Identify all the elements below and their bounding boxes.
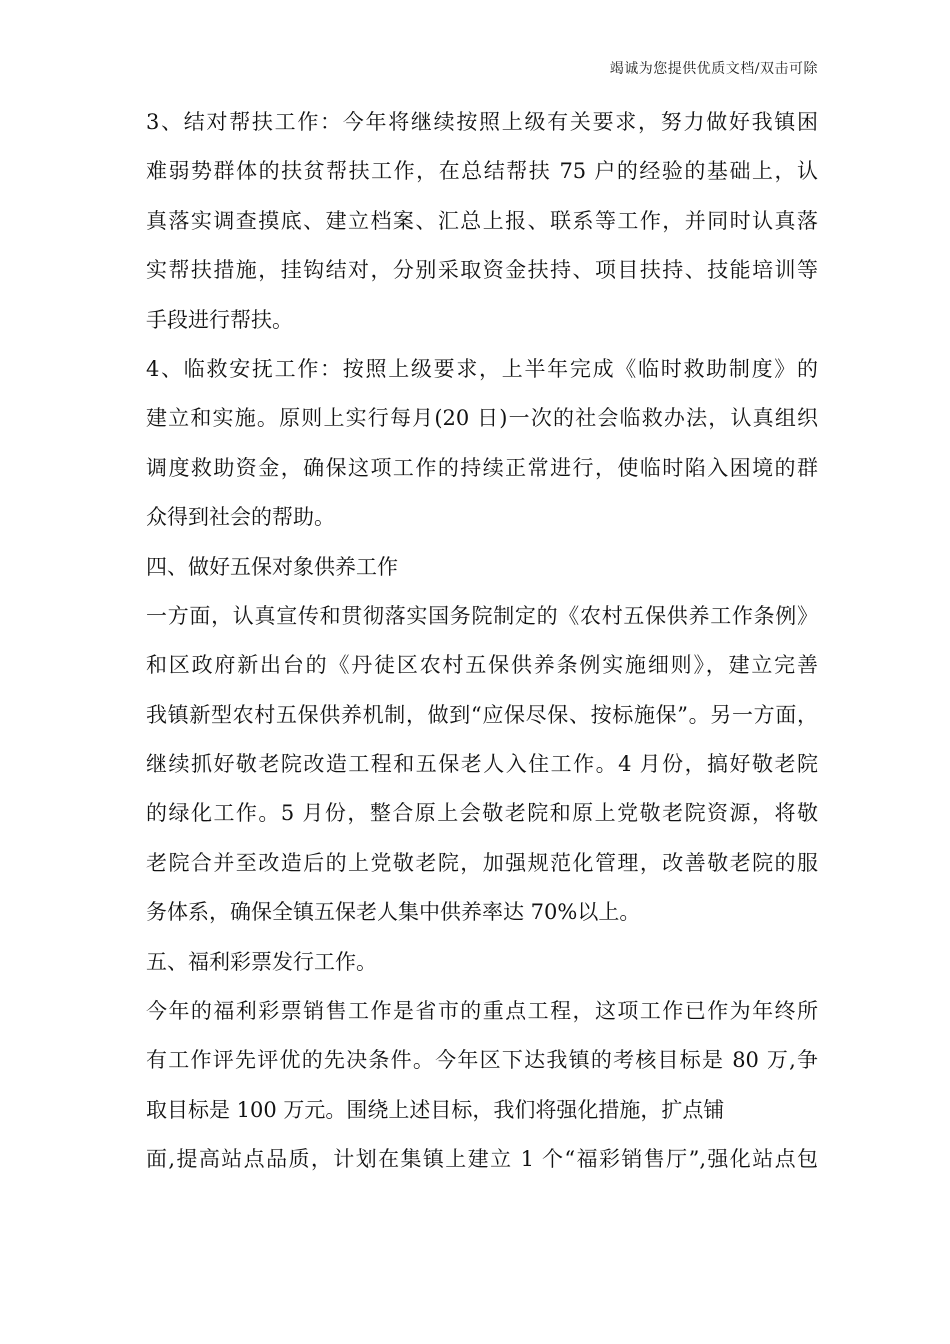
text-line: 和区政府新出台的《丹徒区农村五保供养条例实施细则》，建立完善 — [146, 653, 818, 678]
section-heading: 五、福利彩票发行工作。 — [146, 949, 377, 974]
text-line: 建立和实施。原则上实行每月(20 日)一次的社会临救办法，认真组织 — [146, 406, 818, 431]
text-line: 继续抓好敬老院改造工程和五保老人入住工作。4 月份，搞好敬老院 — [146, 752, 818, 777]
text-line: 难弱势群体的扶贫帮扶工作，在总结帮扶 75 户的经验的基础上，认 — [146, 159, 818, 184]
text-line: 有工作评先评优的先决条件。今年区下达我镇的考核目标是 80 万,争 — [146, 1048, 818, 1073]
text-line: 今年的福利彩票销售工作是省市的重点工程，这项工作已作为年终所 — [146, 999, 818, 1024]
text-line: 3、结对帮扶工作：今年将继续按照上级有关要求，努力做好我镇困 — [146, 110, 818, 134]
text-line: 我镇新型农村五保供养机制，做到“应保尽保、按标施保”。另一方面， — [146, 702, 818, 727]
text-line: 面,提高站点品质，计划在集镇上建立 1 个“福彩销售厅”,强化站点包 — [146, 1147, 818, 1172]
text-line: 一方面，认真宣传和贯彻落实国务院制定的《农村五保供养工作条例》 — [146, 603, 818, 628]
text-line: 的绿化工作。5 月份，整合原上会敬老院和原上党敬老院资源，将敬 — [146, 801, 818, 826]
text-line: 手段进行帮扶。 — [146, 307, 293, 332]
text-line: 4、临救安抚工作：按照上级要求，上半年完成《临时救助制度》的 — [146, 356, 818, 381]
header-note: 竭诚为您提供优质文档/双击可除 — [609, 61, 818, 77]
text-line: 真落实调查摸底、建立档案、汇总上报、联系等工作，并同时认真落 — [146, 208, 818, 233]
section-heading: 四、做好五保对象供养工作 — [146, 554, 398, 579]
text-line: 务体系，确保全镇五保老人集中供养率达 70%以上。 — [146, 900, 641, 925]
text-line: 众得到社会的帮助。 — [146, 505, 335, 530]
text-line: 取目标是 100 万元。围绕上述目标，我们将强化措施，扩点铺 — [146, 1097, 725, 1122]
text-line: 老院合并至改造后的上党敬老院，加强规范化管理，改善敬老院的服 — [146, 850, 818, 875]
text-line: 调度救助资金，确保这项工作的持续正常进行，使临时陷入困境的群 — [146, 455, 818, 480]
document-body — [146, 98, 818, 1185]
text-line: 实帮扶措施，挂钩结对，分别采取资金扶持、项目扶持、技能培训等 — [146, 258, 818, 283]
